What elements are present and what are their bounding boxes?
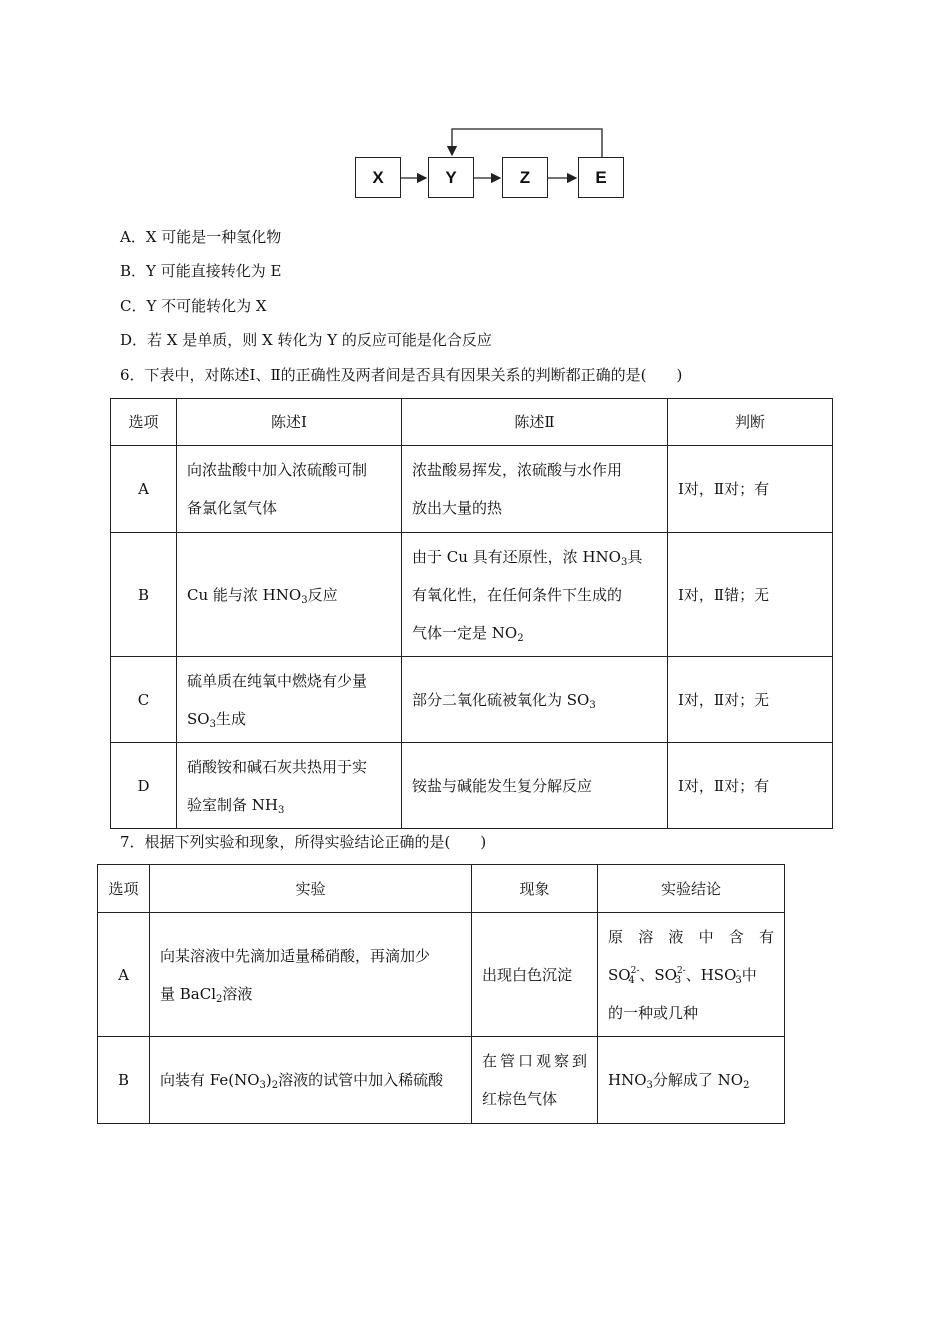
q6-row-b xyxy=(111,533,833,657)
q6-a-judge: Ⅰ对，Ⅱ对；有 xyxy=(668,446,833,533)
q6-b-judge: Ⅰ对，Ⅱ错；无 xyxy=(668,533,833,657)
q7-a-option: A xyxy=(98,913,150,1037)
q6-a-s1: 向浓盐酸中加入浓硫酸可制 备氯化氢气体 xyxy=(177,446,402,533)
option-c: C．Y 不可能转化为 X xyxy=(120,297,267,315)
q6-d-judge: Ⅰ对，Ⅱ对；有 xyxy=(668,743,833,829)
q7-header-option: 选项 xyxy=(98,865,150,913)
q7-row-a xyxy=(98,913,785,1037)
option-b: B．Y 可能直接转化为 E xyxy=(120,262,282,280)
q6-row-d xyxy=(111,743,833,829)
q7-b-experiment: 向装有 $Fe(NO_3)_2$溶液的试管中加入稀硫酸 xyxy=(150,1037,472,1124)
q7-b-phenomenon: 在管口观察到 红棕色气体 xyxy=(472,1037,598,1124)
q6-stem: 6．下表中，对陈述Ⅰ、Ⅱ的正确性及两者间是否具有因果关系的判断都正确的是( ) xyxy=(120,366,683,384)
option-a: A．X 可能是一种氢化物 xyxy=(120,228,282,246)
q7-row-b xyxy=(98,1037,785,1124)
node-y: Y xyxy=(428,157,474,198)
q6-header-judge: 判断 xyxy=(668,399,833,446)
q6-c-option: C xyxy=(111,657,177,743)
flow-diagram xyxy=(0,0,950,210)
q6-header-option: 选项 xyxy=(111,399,177,446)
q6-header-s1: 陈述Ⅰ xyxy=(177,399,402,446)
q6-row-a xyxy=(111,446,833,533)
q6-table xyxy=(110,398,833,829)
q7-table xyxy=(97,864,785,1124)
q6-row-c xyxy=(111,657,833,743)
q6-c-s2: 部分二氧化硫被氧化为 $SO_3$ xyxy=(402,657,668,743)
node-e: E xyxy=(578,157,624,198)
node-x: X xyxy=(355,157,401,198)
q6-header-s2: 陈述Ⅱ xyxy=(402,399,668,446)
q7-a-conclusion: 原溶液中含有 $SO^{2-}_4$ 、$SO^{2-}_3$ 、$HSO^-_3$中 的一种或几种 xyxy=(598,913,785,1037)
q7-b-option: B xyxy=(98,1037,150,1124)
arrow-e-y xyxy=(452,129,602,157)
q6-d-s2: 铵盐与碱能发生复分解反应 xyxy=(402,743,668,829)
q6-b-s1: Cu 能与浓 $HNO_3$反应 xyxy=(177,533,402,657)
q7-a-phenomenon: 出现白色沉淀 xyxy=(472,913,598,1037)
q6-a-option: A xyxy=(111,446,177,533)
q7-b-conclusion: $HNO_3$分解成了 $NO_2$ xyxy=(598,1037,785,1124)
q6-d-option: D xyxy=(111,743,177,829)
q6-c-judge: Ⅰ对，Ⅱ对；无 xyxy=(668,657,833,743)
q6-d-s1: 硝酸铵和碱石灰共热用于实 验室制备 $NH_3$ xyxy=(177,743,402,829)
q6-c-s1: 硫单质在纯氧中燃烧有少量 $SO_3$生成 xyxy=(177,657,402,743)
q7-stem: 7．根据下列实验和现象，所得实验结论正确的是( ) xyxy=(120,833,487,851)
q7-header-conclusion: 实验结论 xyxy=(598,865,785,913)
q7-header-phenomenon: 现象 xyxy=(472,865,598,913)
q7-a-experiment: 向某溶液中先滴加适量稀硝酸，再滴加少 量 BaCl$_2$溶液 xyxy=(150,913,472,1037)
q6-b-option: B xyxy=(111,533,177,657)
node-z: Z xyxy=(502,157,548,198)
q6-a-s2: 浓盐酸易挥发，浓硫酸与水作用 放出大量的热 xyxy=(402,446,668,533)
option-d: D．若 X 是单质，则 X 转化为 Y 的反应可能是化合反应 xyxy=(120,331,492,349)
diagram-arrows xyxy=(0,0,950,210)
q7-header-experiment: 实验 xyxy=(150,865,472,913)
q6-b-s2: 由于 Cu 具有还原性，浓 $HNO_3$具 有氧化性，在任何条件下生成的 气体一定是 $NO_2$ xyxy=(402,533,668,657)
